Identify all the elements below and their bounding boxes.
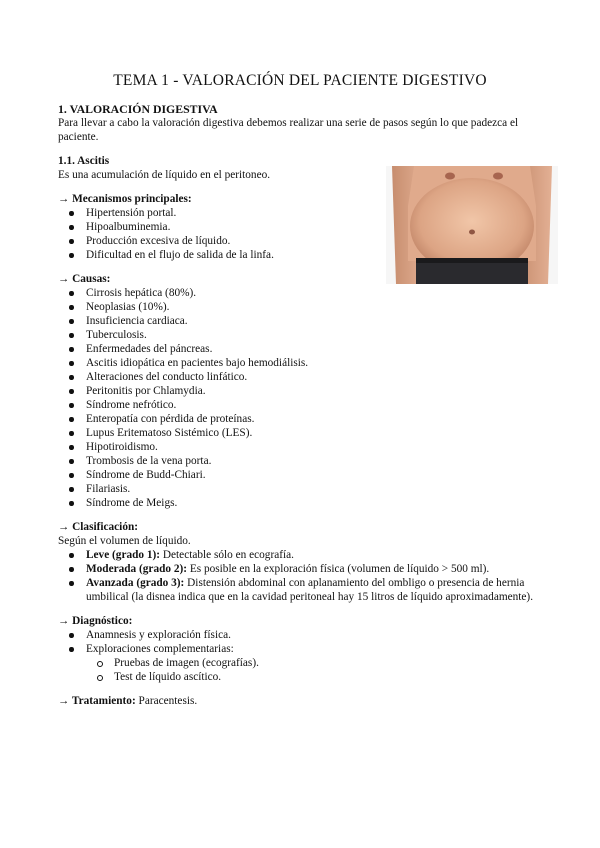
list-item: Anamnesis y exploración física. — [86, 628, 558, 642]
diagnostico-sublist — [58, 656, 558, 684]
list-item — [86, 576, 558, 604]
grade-label: Leve (grado 1): — [86, 549, 161, 561]
list-item: Tuberculosis. — [86, 328, 558, 342]
list-item: Filariasis. — [86, 482, 558, 496]
ascitis-definition: Es una acumulación de líquido en el peritoneo. — [58, 169, 271, 181]
grade-label: Moderada (grado 2): — [86, 563, 188, 575]
mecanismos-list — [58, 206, 558, 262]
grade-label: Avanzada (grado 3): — [86, 577, 185, 589]
list-item: Síndrome de Meigs. — [86, 496, 558, 510]
causas-heading: → Causas: — [58, 273, 111, 285]
tratamiento-line — [58, 694, 558, 708]
list-item: Insuficiencia cardiaca. — [86, 314, 558, 328]
diagnostico-list — [58, 628, 558, 656]
list-item: Pruebas de imagen (ecografías). — [114, 656, 558, 670]
list-item — [86, 562, 558, 576]
grade-text: Detectable sólo en ecografía. — [160, 549, 294, 561]
diagnostico-heading: → Diagnóstico: — [58, 615, 133, 627]
tratamiento-heading: → Tratamiento: — [58, 695, 136, 707]
list-item: Dificultad en el flujo de salida de la linfa. — [86, 248, 558, 262]
page-title: TEMA 1 - VALORACIÓN DEL PACIENTE DIGESTIVO — [113, 72, 487, 89]
list-item: Peritonitis por Chlamydia. — [86, 384, 558, 398]
mecanismos-heading: → Mecanismos principales: — [58, 193, 192, 205]
subsection-heading-ascitis: 1.1. Ascitis — [58, 155, 110, 167]
list-item: Producción excesiva de líquido. — [86, 234, 558, 248]
list-item: Trombosis de la vena porta. — [86, 454, 558, 468]
causas-list — [58, 286, 558, 510]
list-item — [86, 548, 558, 562]
list-item: Síndrome de Budd-Chiari. — [86, 468, 558, 482]
grade-text: Es posible en la exploración física (volumen de líquido > 500 ml). — [187, 563, 490, 575]
clasificacion-intro: Según el volumen de líquido. — [58, 535, 191, 547]
list-item: Hipotiroidismo. — [86, 440, 558, 454]
section-heading-1: 1. VALORACIÓN DIGESTIVA — [58, 102, 218, 116]
list-item: Alteraciones del conducto linfático. — [86, 370, 558, 384]
list-item: Lupus Eritematoso Sistémico (LES). — [86, 426, 558, 440]
list-item: Cirrosis hepática (80%). — [86, 286, 558, 300]
list-item: Hipertensión portal. — [86, 206, 558, 220]
list-item: Hipoalbuminemia. — [86, 220, 558, 234]
list-item: Exploraciones complementarias: — [86, 642, 558, 656]
clasificacion-list — [58, 548, 558, 604]
list-item: Enteropatía con pérdida de proteínas. — [86, 412, 558, 426]
list-item: Test de líquido ascítico. — [114, 670, 558, 684]
list-item: Enfermedades del páncreas. — [86, 342, 558, 356]
tratamiento-text: Paracentesis. — [135, 695, 198, 707]
section-intro: Para llevar a cabo la valoración digestiva debemos realizar una serie de pasos según lo que padezca el paciente. — [58, 117, 519, 143]
clasificacion-heading: → Clasificación: — [58, 521, 139, 533]
list-item: Ascitis idiopática en pacientes bajo hemodiálisis. — [86, 356, 558, 370]
grade-text: Distensión abdominal con aplanamiento del ombligo o presencia de hernia umbilical (la disnea indica que en la cavidad peritoneal hay 15 litros de líquido aproximadamente). — [86, 577, 534, 603]
list-item: Neoplasias (10%). — [86, 300, 558, 314]
list-item: Síndrome nefrótico. — [86, 398, 558, 412]
document-body — [58, 102, 558, 708]
